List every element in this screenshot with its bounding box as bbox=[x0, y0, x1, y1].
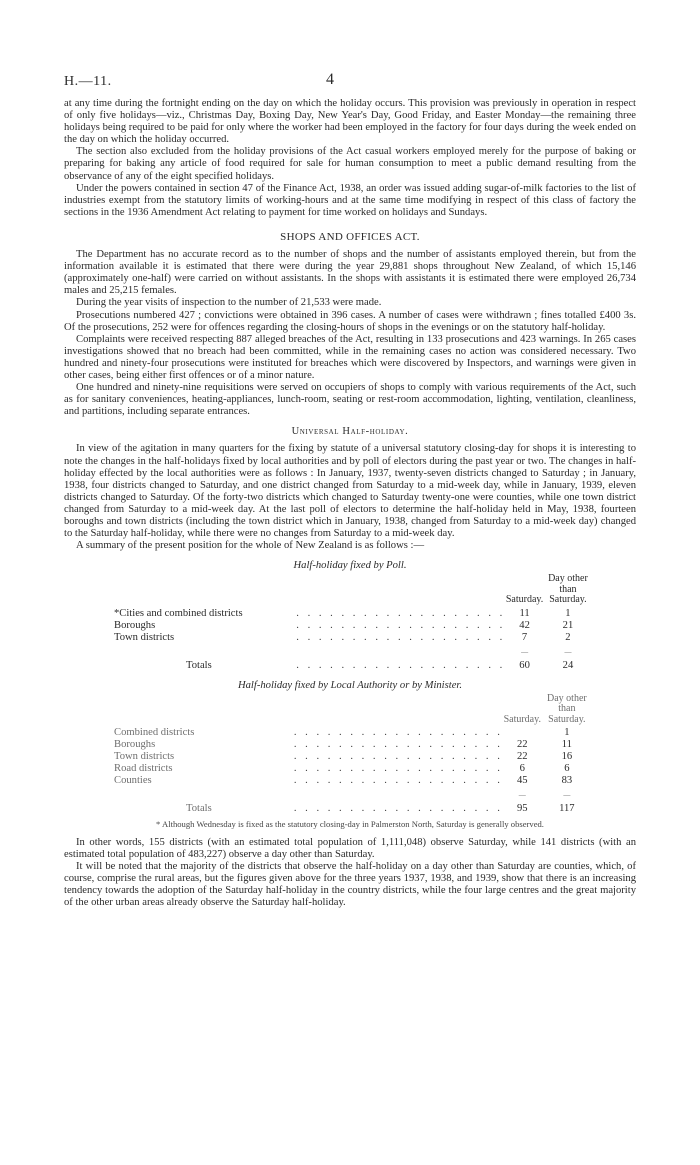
cell-saturday bbox=[503, 727, 542, 739]
column-header-saturday: Saturday. bbox=[503, 713, 541, 725]
table-poll-title: Half-holiday fixed by Poll. bbox=[293, 560, 407, 572]
totals-saturday: 60 bbox=[519, 659, 530, 671]
paragraph-inspections: During the year visits of inspection to the number of 21,533 were made. bbox=[76, 297, 382, 309]
totals-other-day: 24 bbox=[562, 659, 574, 671]
leader-dots: . . . . . . . . . . . . . . . . . . . bbox=[293, 803, 503, 815]
leader-dots: . . . . . . . . . . . . . . . . . . . bbox=[293, 751, 503, 763]
leader-dots: . . . . . . . . . . . . . . . . . . . bbox=[293, 763, 503, 775]
cell-other-day: 83 bbox=[561, 775, 573, 787]
cell-other-day: 1 bbox=[565, 607, 571, 619]
paragraph-shops-estimate: The Department has no accurate record as to the number of shops and the number of assistants employed therein, but from the information available it is estimated that there were during the year 29,881 shops throughout New Zealand, of which 15,146 (approximately one-half) were carried on without assistants. In the shops with assistants it is estimated there were employed 26,734 males and 25,215 females. bbox=[64, 249, 636, 297]
page-number: 4 bbox=[326, 71, 334, 88]
totals-rule: — bbox=[564, 647, 572, 656]
totals-row bbox=[114, 656, 592, 672]
row-label: Counties bbox=[114, 775, 152, 787]
cell-saturday: 7 bbox=[521, 631, 528, 643]
table-poll bbox=[114, 574, 592, 672]
document-body bbox=[64, 98, 636, 909]
column-header-saturday: Saturday. bbox=[505, 594, 544, 606]
totals-rule-row bbox=[114, 644, 592, 656]
row-label: Boroughs bbox=[114, 739, 156, 751]
paragraph-agitation: In view of the agitation in many quarters for the fixing by statute of a universal statutory closing-day for shops it is interesting to note the changes in the half-holidays fixed by local authorities and by poll of electors during the past year or two. The changes in half-holiday effected by the local authorities were as follows : In January, 1937, twenty-seven districts changed to Saturday ; in January, 1938, four districts changed to Saturday, and one district changed from Saturday to a mid-week day, while in January, 1939, eleven districts changed to Saturday. Of the forty-two districts which changed to Saturday twenty-one were counties, while one town district changed from Saturday to a mid-week day. At the last poll of electors to determine the half-holiday held in May, 1938, fourteen boroughs and town districts (including the town district which in January, 1938, changed from Saturday to a mid-week day) changed to the Saturday half-holiday, while there were no changes from Saturday to a mid-week day. bbox=[64, 443, 636, 540]
paragraph-finance-act: Under the powers contained in section 47 of the Finance Act, 1938, an order was issued adding sugar-of-milk factories to the list of industries exempt from the statutory limits of working-hours and at the same time modifying in respect of this class of factory the sections in the 1936 Amendment Act relating to payment for time worked on holidays and Sundays. bbox=[64, 182, 636, 218]
totals-row bbox=[114, 799, 592, 815]
leader-dots: . . . . . . . . . . . . . . . . . . . bbox=[293, 775, 503, 787]
paragraph-prosecutions: Prosecutions numbered 427 ; convictions were obtained in 396 cases. A number of cases were withdrawn ; fines totalled £400 3s. Of the prosecutions, 252 were for offences regarding the closing-hours of shops in the evenings or on the statutory half-holiday. bbox=[64, 309, 636, 333]
leader-dots: . . . . . . . . . . . . . . . . . . . bbox=[296, 631, 506, 643]
cell-saturday: 11 bbox=[519, 607, 530, 619]
cell-other-day: 11 bbox=[561, 739, 572, 751]
cell-other-day: 2 bbox=[565, 631, 571, 643]
paragraph-continued: at any time during the fortnight ending on the day on which the holiday occurs. This provision was previously in operation in respect of only five holidays—viz., Christmas Day, Boxing Day, New Year's Day, Good Friday, and Easter Monday—the remaining three holidays being required to be paid for only where the worker had been employed in the factory for four days during the week ended on the day on which the holiday occurred. bbox=[64, 98, 636, 146]
row-label: Road districts bbox=[114, 763, 173, 775]
section-heading: SHOPS AND OFFICES ACT. bbox=[280, 230, 420, 243]
cell-other-day: 6 bbox=[564, 763, 570, 775]
cell-other-day: 16 bbox=[561, 751, 573, 763]
leader-dots: . . . . . . . . . . . . . . . . . . . bbox=[293, 727, 503, 739]
totals-rule: — bbox=[521, 647, 529, 656]
totals-rule-row bbox=[114, 787, 592, 799]
table-row bbox=[114, 608, 592, 620]
leader-dots: . . . . . . . . . . . . . . . . . . . bbox=[296, 659, 506, 671]
table-header-row bbox=[114, 574, 592, 608]
table-row bbox=[114, 775, 592, 787]
cell-other-day: 1 bbox=[564, 727, 570, 739]
table-authority bbox=[114, 694, 592, 816]
cell-saturday: 42 bbox=[519, 619, 530, 631]
cell-other-day: 21 bbox=[562, 619, 574, 631]
table-row bbox=[114, 763, 592, 775]
table-row bbox=[114, 632, 592, 644]
cell-saturday: 22 bbox=[516, 739, 528, 751]
row-label: *Cities and combined districts bbox=[114, 607, 243, 619]
page-header bbox=[64, 71, 636, 94]
cell-saturday: 6 bbox=[519, 763, 525, 775]
row-label: Boroughs bbox=[114, 619, 156, 631]
paragraph-in-other-words: In other words, 155 districts (with an estimated total population of 1,111,048) observe Saturday, while 141 districts (with an estimated total population of 483,227) observe a day other than Saturday. bbox=[64, 836, 636, 860]
table-authority-title: Half-holiday fixed by Local Authority or by Minister. bbox=[237, 679, 462, 691]
table-row bbox=[114, 751, 592, 763]
paragraph-summary-intro: A summary of the present position for the whole of New Zealand is as follows :— bbox=[76, 540, 425, 552]
cell-saturday: 22 bbox=[516, 751, 528, 763]
table-row bbox=[114, 739, 592, 751]
paragraph-casual-workers: The section also excluded from the holiday provisions of the Act casual workers employed merely for the purpose of baking or preparing for baking any article of food required for sale for human consumption to meet a public demand resulting from the observance of any of the eight specified holidays. bbox=[64, 146, 636, 182]
totals-rule: — bbox=[518, 791, 526, 800]
report-code: H.—11. bbox=[64, 74, 112, 89]
paragraph-requisitions: One hundred and ninety-nine requisitions were served on occupiers of shops to comply with various requirements of the Act, such as for sanitary conveniences, heating-appliances, lunch-room, seating or rest-room accommodation, lighting, ventilation, cleanliness, and partitions, including separate entrances. bbox=[64, 382, 636, 418]
cell-saturday: 45 bbox=[516, 775, 528, 787]
row-label: Town districts bbox=[114, 751, 175, 763]
paragraph-conclusion: It will be noted that the majority of the districts that observe the half-holiday on a day other than Saturday are counties, which, of course, comprise the rural areas, but the figures given above for the three years 1937, 1938, and 1939, show that there is an increasing tendency towards the adoption of the Saturday half-holiday in the country districts, while the four large centres and the great majority of the other urban areas already observe the Saturday half-holiday. bbox=[64, 860, 636, 909]
column-header-other-day: Day other than Saturday. bbox=[547, 692, 587, 725]
paragraph-complaints: Complaints were received respecting 887 alleged breaches of the Act, resulting in 133 prosecutions and 423 warnings. In 265 cases investigations showed that no breach had been committed, while in the remaining cases no action was considered necessary. Two hundred and ninety-four prosecutions were instituted for breaches which were discovered by Inspectors, and warnings were given in other cases, being either first offences or of a minor nature. bbox=[64, 333, 636, 381]
totals-other-day: 117 bbox=[559, 803, 575, 815]
row-label: Town districts bbox=[114, 631, 175, 643]
leader-dots: . . . . . . . . . . . . . . . . . . . bbox=[296, 607, 506, 619]
totals-label: Totals bbox=[186, 803, 212, 815]
totals-label: Totals bbox=[186, 659, 212, 671]
footnote: * Although Wednesday is fixed as the statutory closing-day in Palmerston North, Saturday is generally observed. bbox=[156, 819, 544, 830]
table-row bbox=[114, 620, 592, 632]
table-row bbox=[114, 727, 592, 739]
table-header-row bbox=[114, 694, 592, 728]
leader-dots: . . . . . . . . . . . . . . . . . . . bbox=[296, 619, 506, 631]
subheading-half-holiday: Universal Half-holiday. bbox=[291, 426, 409, 438]
totals-saturday: 95 bbox=[516, 803, 528, 815]
row-label: Combined districts bbox=[114, 727, 195, 739]
column-header-other-day: Day other than Saturday. bbox=[548, 573, 588, 606]
leader-dots: . . . . . . . . . . . . . . . . . . . bbox=[293, 739, 503, 751]
totals-rule: — bbox=[563, 791, 571, 800]
